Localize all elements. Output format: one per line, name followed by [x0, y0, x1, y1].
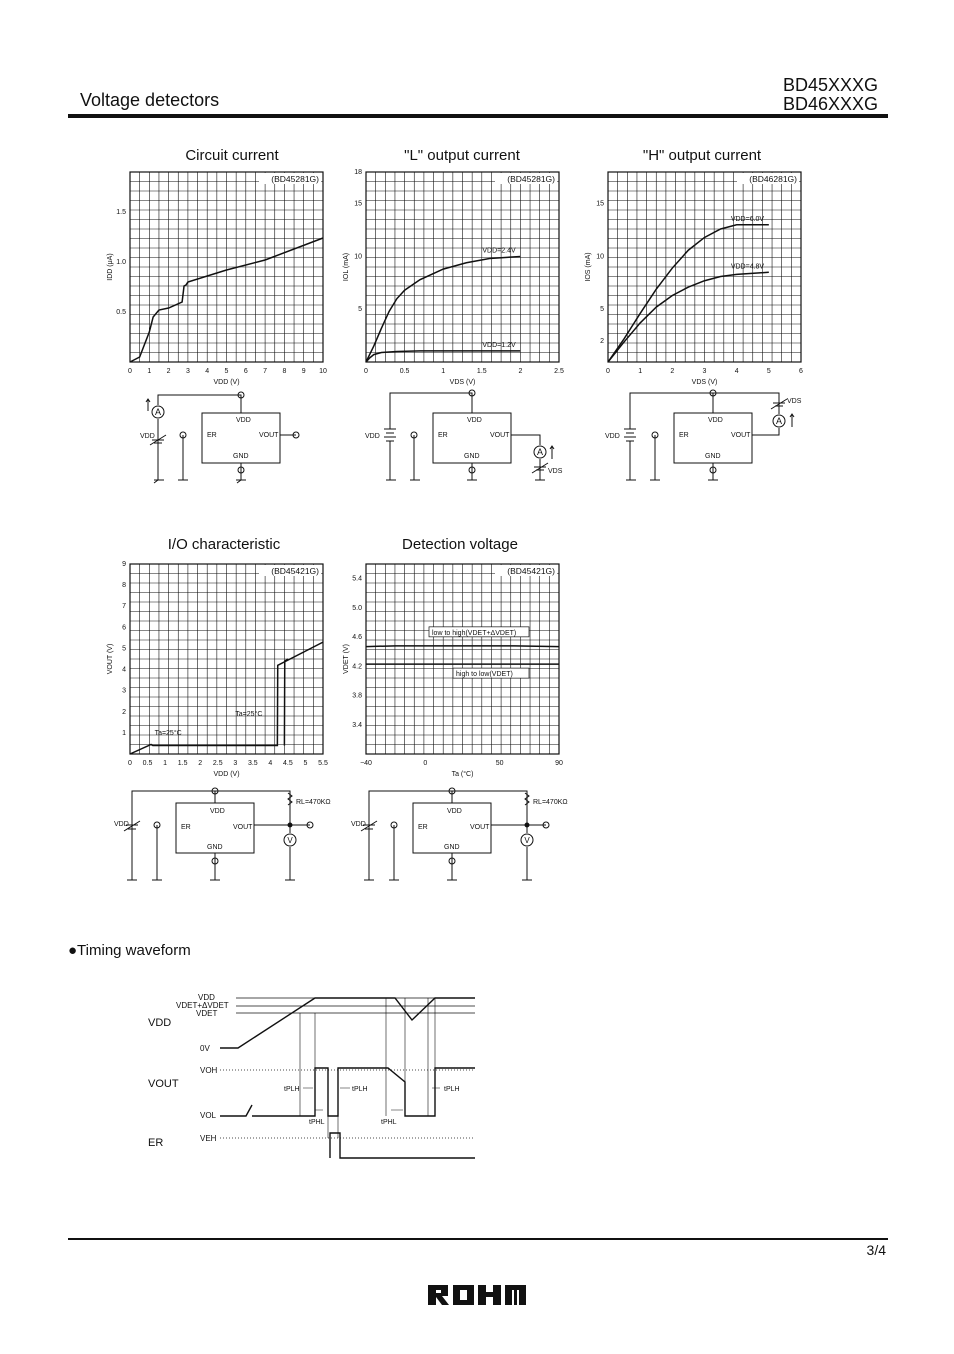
x-tick-label: 2.5: [554, 368, 564, 375]
chart-note: Ta=25°C: [154, 730, 182, 737]
timing-heading: ●Timing waveform: [68, 942, 191, 959]
x-tick-label: 4.5: [283, 760, 293, 767]
x-tick-label: 0: [128, 760, 132, 767]
chart-title-detection: Detection voltage: [402, 536, 518, 553]
x-tick-label: 3: [702, 368, 707, 375]
timing-waveform: [140, 988, 485, 1168]
part-number-2: BD46XXXG: [782, 94, 878, 114]
x-axis-label: VDS (V): [449, 379, 476, 386]
y-tick-label: 10: [596, 253, 604, 261]
circuit-4-er: ER: [181, 824, 191, 831]
x-tick-label: 4: [268, 760, 273, 767]
x-axis-label: VDS (V): [691, 379, 718, 386]
x-tick-label: 3: [233, 760, 238, 767]
y-tick-label: 4.6: [352, 634, 362, 642]
y-axis-label: VOUT (V): [107, 643, 114, 675]
circuit-4-rl: RL=470KΩ: [296, 799, 331, 806]
x-tick-label: 0: [423, 760, 428, 767]
x-tick-label: 6: [243, 368, 248, 375]
x-tick-label: 5: [224, 368, 229, 375]
x-tick-label: 4: [205, 368, 210, 375]
circuit-5-rl: RL=470KΩ: [533, 799, 568, 806]
er-waveform: [330, 1133, 475, 1158]
circuit-1-vdd-pin: VDD: [236, 417, 251, 424]
x-tick-label: 1: [163, 760, 168, 767]
y-tick-label: 15: [354, 200, 362, 208]
x-tick-label: 0: [364, 368, 368, 375]
x-tick-label: 2.5: [212, 760, 223, 767]
rohm-logo: [426, 1283, 528, 1307]
level-voh: VOH: [200, 1066, 218, 1075]
chart-title-io: I/O characteristic: [167, 536, 281, 553]
tphl-1: tPHL: [309, 1119, 325, 1126]
ammeter-label: A: [154, 407, 162, 417]
circuit-1-vout: VOUT: [259, 432, 279, 439]
circuit-l-output: [384, 390, 554, 480]
x-tick-label: 1.5: [476, 368, 487, 375]
header-rule: [68, 114, 888, 118]
x-axis-label: VDD (V): [213, 379, 240, 386]
circuit-2-er: ER: [438, 432, 448, 439]
series-label: low to high(VDET+ΔVDET): [432, 629, 517, 637]
ammeter-2-label: A: [536, 447, 544, 457]
circuit-3-vout: VOUT: [731, 432, 751, 439]
x-tick-label: 4: [734, 368, 739, 375]
section-title: Voltage detectors: [80, 90, 220, 110]
x-tick-label: 9: [301, 368, 306, 375]
series-label: VDD=1.2V: [482, 341, 516, 349]
x-tick-label: 50: [495, 760, 504, 767]
series-label: high to low(VDET): [456, 671, 513, 679]
tphl-2: tPHL: [381, 1119, 397, 1126]
chart-title-l-output: "L" output current: [404, 147, 520, 164]
x-tick-label: 7: [263, 368, 268, 375]
y-tick-label: 8: [122, 582, 126, 590]
circuit-4-vdd: VDD: [114, 821, 129, 828]
x-tick-label: 2: [670, 368, 675, 375]
x-tick-label: 2: [198, 760, 203, 767]
y-tick-label: 3.4: [352, 721, 362, 729]
circuit-io: [124, 788, 313, 880]
x-tick-label: 1.5: [177, 760, 188, 767]
y-tick-label: 15: [596, 200, 604, 208]
timing-label-er: ER: [148, 1137, 164, 1149]
series-label: VDD=6.0V: [730, 215, 765, 223]
circuit-3-vds: VDS: [787, 398, 802, 405]
level-vdet-plus: VDET+ΔVDET: [176, 1001, 229, 1010]
x-tick-label: 5: [303, 760, 308, 767]
x-tick-label: 0.5: [142, 760, 153, 767]
level-vdd: VDD: [198, 993, 215, 1002]
y-tick-label: 1: [122, 729, 126, 737]
x-tick-label: 0.5: [399, 368, 410, 375]
circuit-2-vout: VOUT: [490, 432, 510, 439]
x-tick-label: 90: [555, 760, 563, 767]
y-tick-label: 1.0: [116, 259, 126, 266]
timing-label-vdd: VDD: [148, 1017, 172, 1029]
tplh-2: tPLH: [352, 1086, 368, 1093]
y-tick-label: 2: [600, 337, 604, 345]
level-veh: VEH: [200, 1134, 217, 1143]
y-tick-label: 3.8: [352, 692, 362, 700]
y-tick-label: 10: [354, 253, 362, 261]
y-tick-label: 2: [122, 708, 126, 716]
chart-title-circuit-current: Circuit current: [185, 147, 279, 164]
y-tick-label: 18: [354, 169, 362, 176]
y-axis-label: IOS (mA): [585, 252, 592, 282]
circuit-5-gnd: GND: [444, 844, 460, 851]
x-axis-label: Ta (°C): [451, 771, 474, 778]
circuit-1-gnd: GND: [233, 453, 249, 460]
timing-label-vout: VOUT: [148, 1078, 179, 1090]
x-tick-label: 3.5: [247, 760, 258, 767]
tplh-3: tPLH: [444, 1086, 460, 1093]
y-tick-label: 1.5: [116, 209, 126, 216]
x-tick-label: 2: [518, 368, 523, 375]
chart-circuit-current: [100, 164, 340, 389]
y-tick-label: 5: [600, 306, 604, 314]
chart-h-output-current: [578, 164, 818, 389]
y-tick-label: 5: [122, 645, 126, 653]
circuit-3-gnd: GND: [705, 453, 721, 460]
circuit-2-gnd: GND: [464, 453, 480, 460]
chart-note: Ta=25°C: [235, 711, 263, 718]
y-axis-label: VDET (V): [343, 644, 350, 674]
vout-waveform: [220, 1068, 475, 1116]
circuit-detection: [361, 788, 549, 880]
x-tick-label: 1: [441, 368, 446, 375]
circuit-2-vdd-pin: VDD: [467, 417, 482, 424]
y-tick-label: 5.0: [352, 604, 362, 612]
test-circuits: [0, 385, 954, 895]
x-tick-label: −40: [360, 760, 372, 767]
chart-annotation: (BD46281G): [749, 174, 797, 184]
ammeter-3-label: A: [775, 416, 783, 426]
circuit-4-vout: VOUT: [233, 824, 253, 831]
voltmeter-2-label: V: [524, 836, 530, 845]
vdd-waveform: [220, 998, 475, 1048]
series-label: VDD=2.4V: [482, 247, 516, 255]
tplh-1: tPLH: [284, 1086, 300, 1093]
level-vol: VOL: [200, 1111, 217, 1120]
y-tick-label: 9: [122, 561, 126, 568]
level-zero: 0V: [200, 1044, 210, 1053]
circuit-h-output: [624, 390, 794, 480]
circuit-5-vout: VOUT: [470, 824, 490, 831]
y-tick-label: 7: [122, 603, 126, 611]
chart-annotation: (BD45281G): [271, 174, 319, 184]
circuit-4-gnd: GND: [207, 844, 223, 851]
x-tick-label: 5: [766, 368, 771, 375]
x-tick-label: 10: [319, 368, 327, 375]
circuit-3-vdd-pin: VDD: [708, 417, 723, 424]
circuit-3-er: ER: [679, 432, 689, 439]
y-tick-label: 5: [358, 306, 362, 314]
y-axis-label: IOL (mA): [343, 252, 350, 282]
chart-annotation: (BD45421G): [271, 566, 319, 576]
circuit-3-vdd: VDD: [605, 433, 620, 440]
x-tick-label: 8: [282, 368, 287, 375]
x-tick-label: 0: [606, 368, 610, 375]
x-tick-label: 6: [799, 368, 803, 375]
x-tick-label: 1: [638, 368, 643, 375]
chart-title-h-output: "H" output current: [642, 147, 762, 164]
y-tick-label: 3: [122, 687, 126, 695]
x-tick-label: 5.5: [318, 760, 328, 767]
circuit-1-er: ER: [207, 432, 217, 439]
part-number-1: BD45XXXG: [782, 75, 878, 95]
circuit-2-vds: VDS: [548, 468, 563, 475]
chart-l-output-current: [336, 164, 576, 389]
x-tick-label: 0: [128, 368, 132, 375]
circuit-1-vdd: VDD: [140, 433, 155, 440]
x-tick-label: 3: [185, 368, 190, 375]
circuit-5-vdd: VDD: [351, 821, 366, 828]
level-vdet: VDET: [196, 1009, 218, 1018]
x-tick-label: 1: [147, 368, 152, 375]
circuit-4-vdd-pin: VDD: [210, 808, 225, 815]
voltmeter-label: V: [287, 836, 293, 845]
y-axis-label: IDD (μA): [107, 253, 114, 281]
x-axis-label: VDD (V): [213, 771, 240, 778]
page-number: 3/4: [866, 1242, 886, 1258]
series-line: [608, 225, 769, 362]
y-tick-label: 4: [122, 666, 126, 674]
circuit-5-er: ER: [418, 824, 428, 831]
y-tick-label: 4.2: [352, 663, 362, 671]
footer-rule: [68, 1238, 888, 1240]
y-tick-label: 6: [122, 624, 126, 632]
circuit-5-vdd-pin: VDD: [447, 808, 462, 815]
chart-annotation: (BD45281G): [507, 174, 555, 184]
series-label: VDD=4.8V: [730, 263, 765, 271]
chart-annotation: (BD45421G): [507, 566, 555, 576]
circuit-2-vdd: VDD: [365, 433, 380, 440]
part-numbers: [783, 76, 878, 114]
y-tick-label: 5.4: [352, 575, 362, 583]
y-tick-label: 0.5: [116, 309, 126, 316]
x-tick-label: 2: [166, 368, 171, 375]
